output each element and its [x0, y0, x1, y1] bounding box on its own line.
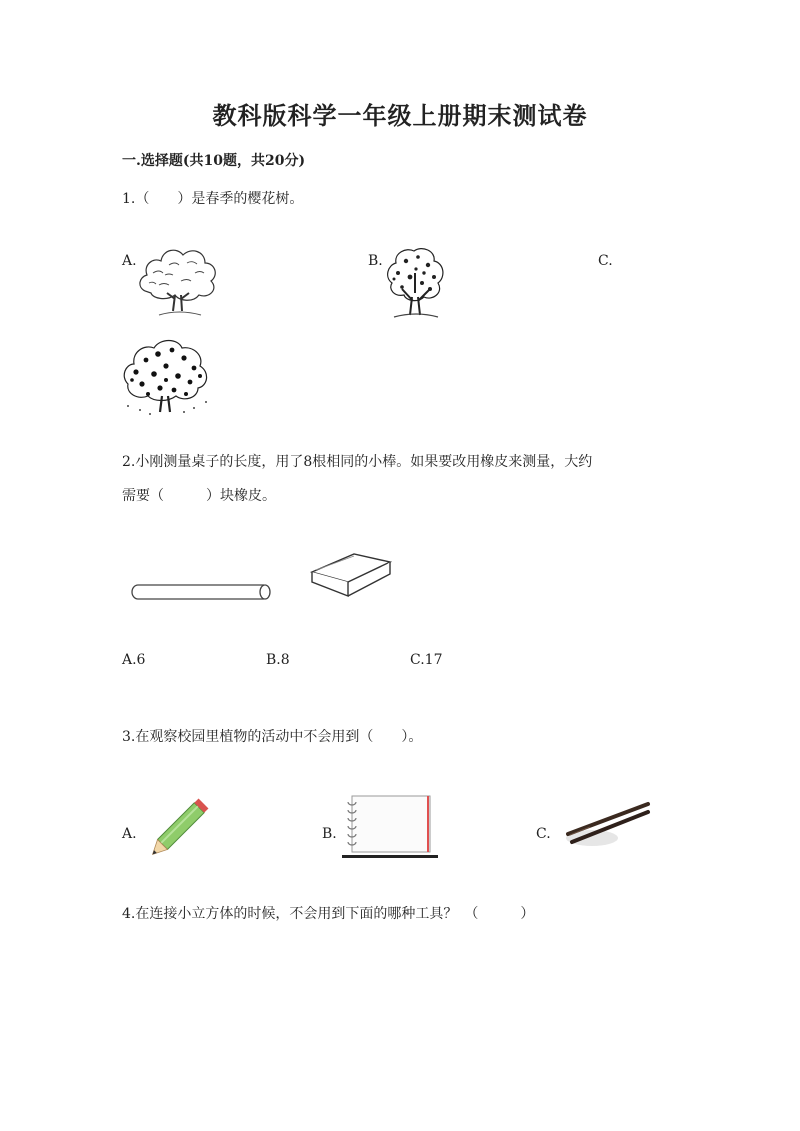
- question-3-option-b[interactable]: B.: [322, 826, 337, 842]
- chopsticks-image: [562, 802, 652, 852]
- question-3-text: 3.在观察校园里植物的活动中不会用到（ ）。: [122, 729, 423, 745]
- section-heading: 一.选择题(共10题，共20分): [122, 153, 306, 169]
- question-3-option-c[interactable]: C.: [536, 826, 551, 842]
- notebook-image: [342, 792, 438, 862]
- tree-autumn-image: [380, 243, 450, 323]
- question-2-option-a[interactable]: A.6: [122, 652, 146, 668]
- tree-dotted-blossom-image: [120, 336, 212, 418]
- question-2-text-line-2: 需要（ ）块橡皮。: [122, 488, 276, 504]
- question-1-option-b[interactable]: B.: [368, 253, 383, 269]
- page-title: 教科版科学一年级上册期末测试卷: [212, 101, 588, 130]
- stick-image: [132, 580, 277, 604]
- eraser-image: [306, 550, 394, 602]
- question-2-option-c[interactable]: C.17: [410, 652, 443, 668]
- question-1-option-a[interactable]: A.: [122, 253, 137, 269]
- question-4-text: 4.在连接小立方体的时候，不会用到下面的哪种工具？ （ ）: [122, 906, 535, 922]
- question-2-option-b[interactable]: B.8: [266, 652, 290, 668]
- tree-white-blossom-image: [135, 243, 220, 321]
- pencil-image: [146, 788, 220, 860]
- question-1-option-c[interactable]: C.: [598, 253, 613, 269]
- question-2-text-line-1: 2.小刚测量桌子的长度，用了8根相同的小棒。如果要改用橡皮来测量，大约: [122, 454, 593, 470]
- question-1-text: 1.（ ）是春季的樱花树。: [122, 191, 304, 207]
- question-3-option-a[interactable]: A.: [122, 826, 137, 842]
